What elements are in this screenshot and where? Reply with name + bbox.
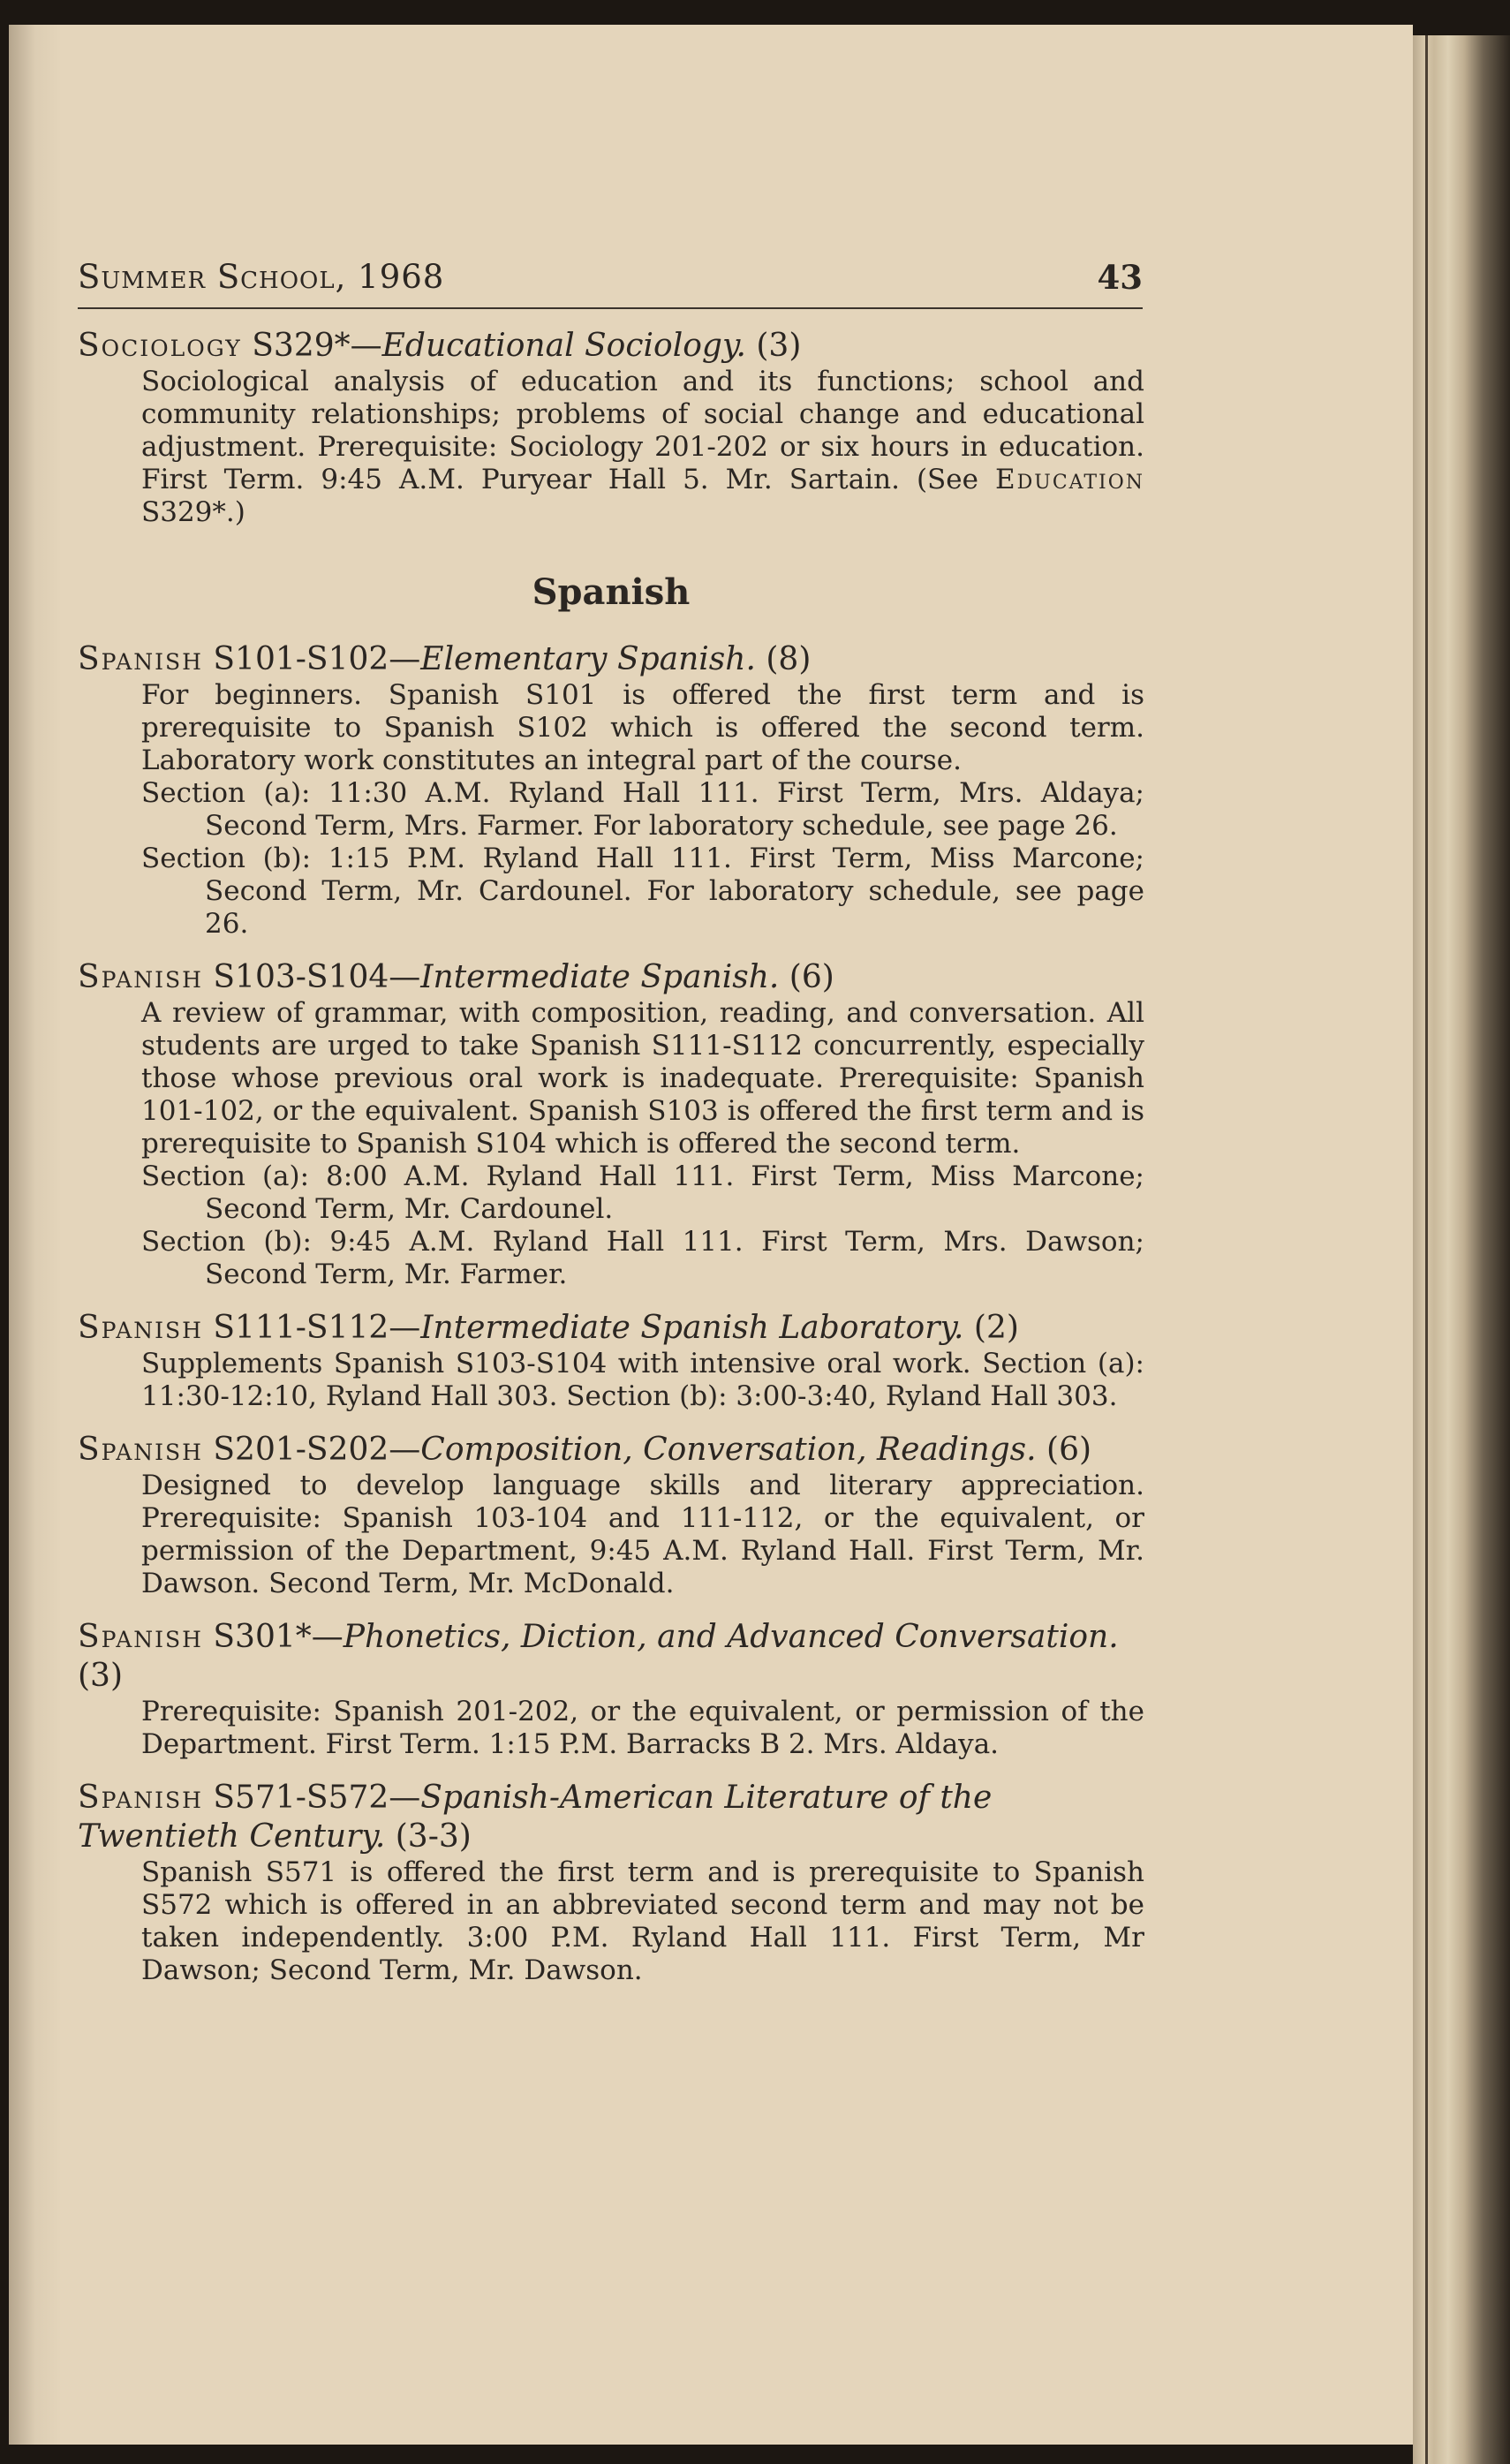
course-credits: (3) xyxy=(756,328,802,364)
course-title: Intermediate Spanish. xyxy=(420,959,780,995)
course-title: Intermediate Spanish Laboratory. xyxy=(420,1310,964,1346)
course-subject: Spanish xyxy=(78,1432,203,1468)
course-code: S201-S202— xyxy=(213,1432,421,1468)
course-subject: Spanish xyxy=(78,1780,203,1816)
course-description: Spanish S571 is offered the first term and is prerequisite to Spanish S572 which is offered in an abbreviated second term and may not be taken independently. 3:00 P.M. Ryland Hall 111. First Term, Mr Dawson; Second Term, Mr. Dawson. xyxy=(141,1856,1144,1986)
course-subject: Spanish xyxy=(78,641,203,677)
course-title: Phonetics, Diction, and Advanced Conversation. xyxy=(343,1619,1119,1655)
page-content xyxy=(78,327,1144,2005)
course-entry xyxy=(78,958,1144,1291)
course-credits: (6) xyxy=(789,959,834,995)
course-code: S101-S102— xyxy=(213,641,421,677)
course-credits: (3) xyxy=(78,1658,123,1694)
course-heading xyxy=(78,1431,1144,1470)
course-subject: Spanish xyxy=(78,1619,203,1655)
page-number: 43 xyxy=(1097,258,1143,297)
course-description: Designed to develop language skills and literary appreciation. Prerequisite: Spanish 103-104 and 111-112, or the equivalent, or permission of the Department, 9:45 A.M. Ryland Hall. First Term, Mr. Dawson. Second Term, Mr. McDonald. xyxy=(141,1470,1144,1599)
course-code: S571-S572— xyxy=(213,1780,421,1816)
course-title: Educational Sociology. xyxy=(381,328,746,364)
course-heading xyxy=(78,640,1144,679)
course-heading xyxy=(78,1779,1144,1856)
course-description xyxy=(78,366,1144,529)
description-text: Sociological analysis of education and its functions; school and community relationships; problems of social change and educational adjustment. Prerequisite: Sociology 201-202 or six hours in education. First Term. 9:45 A.M. Puryear Hall 5. Mr. Sartain. (See xyxy=(141,366,1144,495)
course-code: S329*— xyxy=(252,328,382,364)
course-heading xyxy=(78,958,1144,997)
course-code: S111-S112— xyxy=(213,1310,421,1346)
course-title: Elementary Spanish. xyxy=(420,641,756,677)
course-credits: (6) xyxy=(1046,1432,1092,1468)
course-description: For beginners. Spanish S101 is offered the first term and is prerequisite to Spanish S102 which is offered the second term. Laboratory work constitutes an integral part of the course. xyxy=(141,679,1144,776)
course-subject: Spanish xyxy=(78,1310,203,1346)
course-code: S103-S104— xyxy=(213,959,421,995)
course-title: Spanish-American Literature of the Twentieth Century. xyxy=(78,1780,993,1855)
course-entry xyxy=(78,1779,1144,1987)
course-description: Prerequisite: Spanish 201-202, or the equivalent, or permission of the Department. First Term. 1:15 P.M. Barracks B 2. Mrs. Aldaya. xyxy=(141,1696,1144,1760)
course-section: Section (a): 8:00 A.M. Ryland Hall 111. First Term, Miss Marcone; Second Term, Mr. Cardounel. xyxy=(141,1160,1144,1225)
course-title: Composition, Conversation, Readings. xyxy=(420,1432,1037,1468)
spanish-course-list xyxy=(78,640,1144,1987)
course-section: Section (b): 9:45 A.M. Ryland Hall 111. First Term, Mrs. Dawson; Second Term, Mr. Farmer. xyxy=(141,1226,1144,1290)
course-section: Section (b): 1:15 P.M. Ryland Hall 111. First Term, Miss Marcone; Second Term, Mr. Cardounel. For laboratory schedule, see page 26. xyxy=(141,843,1144,940)
course-entry xyxy=(78,1309,1144,1413)
cross-reference-code: S329*.) xyxy=(141,496,245,528)
gutter-edge xyxy=(1425,35,1428,2464)
course-description: Supplements Spanish S103-S104 with intensive oral work. Section (a): 11:30-12:10, Ryland Hall 303. Section (b): 3:00-3:40, Ryland Hall 303. xyxy=(141,1348,1144,1412)
course-heading xyxy=(78,327,1144,366)
cross-reference-subject: Education xyxy=(995,464,1144,495)
course-credits: (8) xyxy=(766,641,812,677)
course-credits: (3-3) xyxy=(395,1818,472,1855)
course-heading xyxy=(78,1309,1144,1348)
course-subject: Spanish xyxy=(78,959,203,995)
course-description: A review of grammar, with composition, reading, and conversation. All students are urged to take Spanish S111-S112 concurrently, especially those whose previous oral work is inadequate. Prerequisite: Spanish 101-102, or the equivalent. Spanish S103 is offered the first term and is prerequisite to Spanish S104 which is offered the second term. xyxy=(141,997,1144,1160)
course-code: S301*— xyxy=(213,1619,344,1655)
course-section: Section (a): 11:30 A.M. Ryland Hall 111. First Term, Mrs. Aldaya; Second Term, Mrs. Farmer. For laboratory schedule, see page 26. xyxy=(141,777,1144,842)
course-heading xyxy=(78,1618,1144,1696)
running-header xyxy=(78,249,1143,309)
course-entry xyxy=(78,1618,1144,1761)
course-entry-sociology xyxy=(78,327,1144,529)
course-subject: Sociology xyxy=(78,328,242,364)
section-heading-spanish: Spanish xyxy=(532,571,691,613)
running-title: Summer School, 1968 xyxy=(78,258,445,296)
course-entry xyxy=(78,640,1144,941)
course-entry xyxy=(78,1431,1144,1600)
course-credits: (2) xyxy=(973,1310,1019,1346)
